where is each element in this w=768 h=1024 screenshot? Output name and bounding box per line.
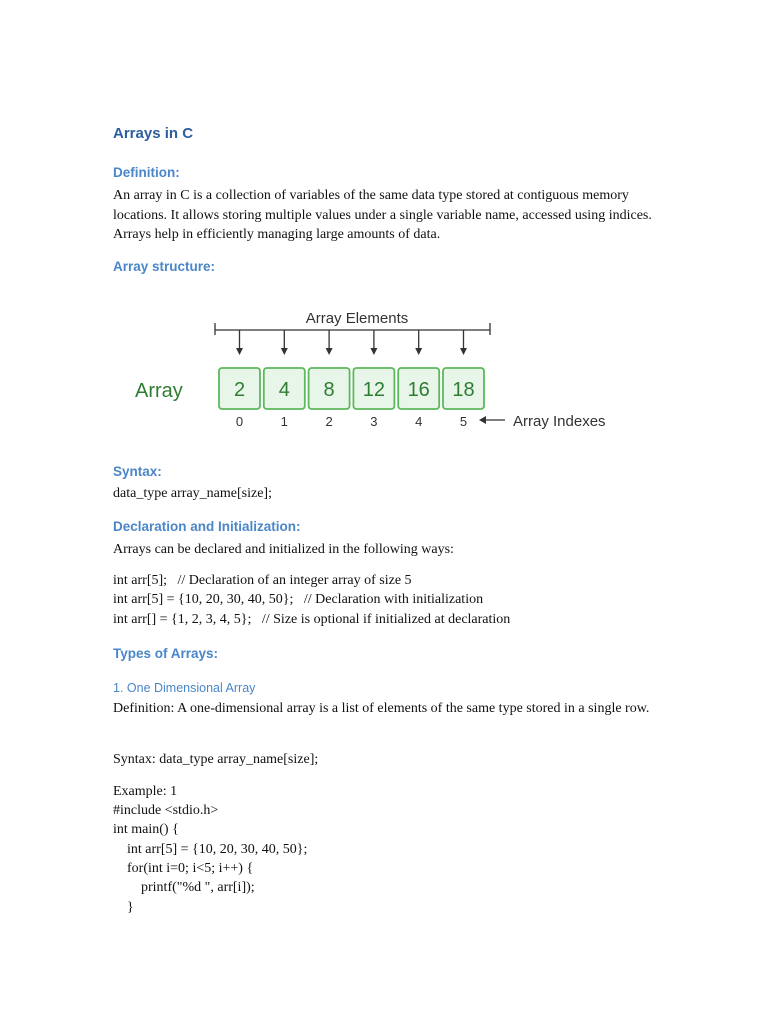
array-structure-heading: Array structure:: [113, 259, 216, 274]
down-arrow-icon: [281, 330, 288, 355]
array-index-value: 4: [415, 414, 423, 429]
example-line: printf("%d ", arr[i]);: [113, 880, 255, 895]
array-element-value: 16: [407, 379, 430, 401]
one-dimensional-syntax: Syntax: data_type array_name[size];: [113, 752, 319, 767]
array-index-value: 2: [325, 414, 333, 429]
array-element-value: 18: [452, 379, 475, 401]
declaration-heading: Declaration and Initialization:: [113, 519, 301, 534]
declaration-intro: Arrays can be declared and initialized in the following ways:: [113, 542, 454, 557]
array-structure-diagram: [125, 300, 645, 440]
down-arrow-icon: [370, 330, 377, 355]
array-label: Array: [135, 380, 183, 402]
array-indexes: [236, 414, 467, 429]
code-line: int arr[5] = {10, 20, 30, 40, 50}; // Declaration with initialization: [113, 592, 484, 607]
example-line: Example: 1: [113, 784, 178, 799]
example-line: for(int i=0; i<5; i++) {: [113, 861, 254, 876]
syntax-text: data_type array_name[size];: [113, 486, 272, 501]
array-element-value: 4: [278, 379, 290, 401]
code-line: int arr[] = {1, 2, 3, 4, 5}; // Size is optional if initialized at declaration: [113, 612, 511, 627]
example-line: int arr[5] = {10, 20, 30, 40, 50};: [113, 842, 308, 857]
array-boxes: [219, 368, 484, 409]
array-elements-label: Array Elements: [305, 310, 409, 327]
array-index-value: 1: [280, 414, 288, 429]
down-arrow-icon: [236, 330, 243, 355]
array-indexes-label: Array Indexes: [513, 413, 606, 430]
definition-heading: Definition:: [113, 165, 180, 180]
example-line: #include <stdio.h>: [113, 803, 219, 818]
left-arrow-icon: [479, 416, 505, 424]
down-arrow-icon: [415, 330, 422, 355]
array-index-value: 3: [370, 414, 378, 429]
definition-paragraph: An array in C is a collection of variables of the same data type stored at contiguous memory locations. It allows storing multiple values under a single variable name, accessed using indices. Arrays help in efficiently managing large amounts of data.: [113, 188, 652, 242]
one-dimensional-heading: 1. One Dimensional Array: [113, 681, 256, 695]
array-index-value: 5: [459, 414, 468, 429]
array-element-value: 8: [323, 379, 335, 401]
down-arrow-icon: [326, 330, 333, 355]
example-line: }: [113, 900, 134, 915]
page-title: Arrays in C: [113, 125, 194, 142]
array-element-value: 2: [233, 379, 246, 401]
one-dimensional-definition: Definition: A one-dimensional array is a list of elements of the same type stored in a single row.: [113, 701, 650, 716]
code-line: int arr[5]; // Declaration of an integer array of size 5: [113, 573, 412, 588]
array-element-value: 12: [362, 379, 386, 401]
syntax-heading: Syntax:: [113, 464, 162, 479]
down-arrow-icon: [460, 330, 467, 355]
types-heading: Types of Arrays:: [113, 646, 219, 661]
example-line: int main() {: [113, 822, 179, 837]
array-index-value: 0: [235, 414, 244, 429]
element-arrows: [236, 330, 467, 355]
